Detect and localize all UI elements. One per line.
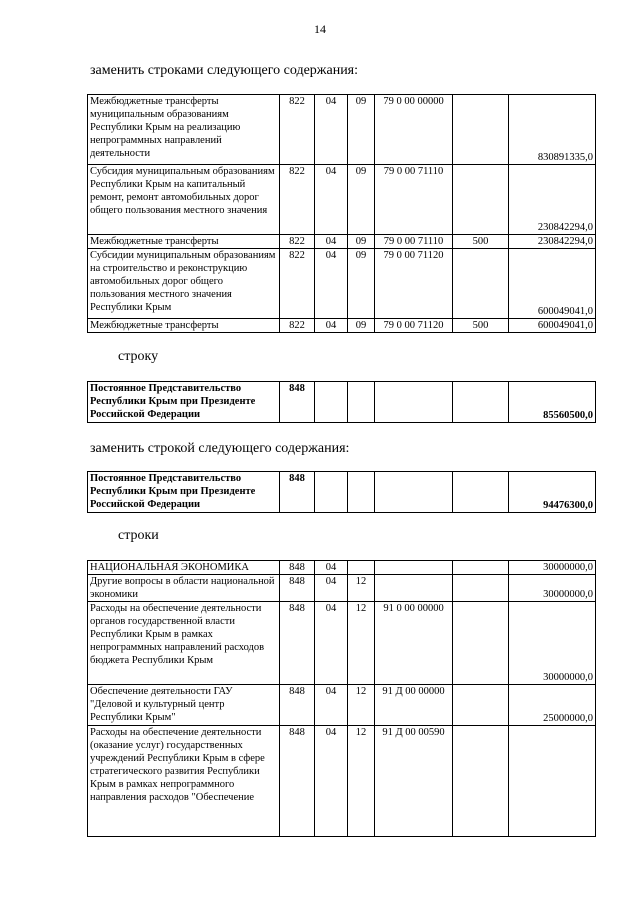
- row-amount: 230842294,0: [509, 165, 596, 235]
- table-row: [88, 249, 596, 319]
- row-amount: 85560500,0: [509, 382, 596, 423]
- row-expense-type: 500: [453, 235, 509, 249]
- empty-cell: [315, 382, 348, 423]
- row-name: Расходы на обеспечение деятельности (оказание услуг) государственных учреждений Республики Крым в сфере стратегического развития Республики Крым в рамках непрограммного направления расходов "Обеспечение: [88, 726, 280, 837]
- row-code: 822: [280, 249, 315, 319]
- row-subsection: 12: [348, 575, 375, 602]
- empty-cell: [315, 472, 348, 513]
- row-target-code: 91 Д 00 00000: [375, 685, 453, 726]
- row-expense-type: [453, 575, 509, 602]
- row-expense-type: [453, 685, 509, 726]
- row-amount: 30000000,0: [509, 575, 596, 602]
- row-expense-type: [453, 602, 509, 685]
- row-code: 848: [280, 575, 315, 602]
- row-section: 04: [315, 249, 348, 319]
- table-row: [88, 472, 596, 513]
- row-code: 848: [280, 726, 315, 837]
- row-name: Обеспечение деятельности ГАУ "Деловой и культурный центр Республики Крым": [88, 685, 280, 726]
- row-amount: [509, 726, 596, 837]
- row-code: 848: [280, 685, 315, 726]
- budget-table-3: [87, 471, 596, 513]
- row-target-code: 79 0 00 71120: [375, 319, 453, 333]
- row-amount: 600049041,0: [509, 249, 596, 319]
- row-target-code: 79 0 00 00000: [375, 95, 453, 165]
- empty-cell: [375, 382, 453, 423]
- row-target-code: 91 Д 00 00590: [375, 726, 453, 837]
- row-section: 04: [315, 575, 348, 602]
- row-name: Межбюджетные трансферты: [88, 319, 280, 333]
- paragraph-rows: строки: [118, 528, 159, 543]
- row-name: Субсидия муниципальным образованиям Республики Крым на капитальный ремонт, ремонт автомобильных дорог общего пользования местного значения: [88, 165, 280, 235]
- row-expense-type: [453, 561, 509, 575]
- table-row: [88, 95, 596, 165]
- row-section: 04: [315, 95, 348, 165]
- row-code: 848: [280, 602, 315, 685]
- table-row: [88, 165, 596, 235]
- row-code: 848: [280, 382, 315, 423]
- row-target-code: 91 0 00 00000: [375, 602, 453, 685]
- row-code: 848: [280, 561, 315, 575]
- row-amount: 94476300,0: [509, 472, 596, 513]
- row-name: Межбюджетные трансферты: [88, 235, 280, 249]
- row-subsection: 09: [348, 319, 375, 333]
- row-expense-type: [453, 249, 509, 319]
- table-row: [88, 319, 596, 333]
- page-number: 14: [314, 22, 326, 36]
- row-name: Постоянное Представительство Республики Крым при Президенте Российской Федерации: [88, 472, 280, 513]
- table-row: [88, 235, 596, 249]
- row-subsection: 12: [348, 726, 375, 837]
- row-section: 04: [315, 561, 348, 575]
- row-section: 04: [315, 319, 348, 333]
- row-name: Межбюджетные трансферты муниципальным образованиям Республики Крым на реализацию непрограммных направлений деятельности: [88, 95, 280, 165]
- row-amount: 30000000,0: [509, 561, 596, 575]
- row-name: Субсидии муниципальным образованиям на строительство и реконструкцию автомобильных дорог общего пользования местного значения Республики Крым: [88, 249, 280, 319]
- row-target-code: [375, 561, 453, 575]
- empty-cell: [453, 472, 509, 513]
- table-row: [88, 575, 596, 602]
- budget-table-1: [87, 94, 596, 333]
- row-section: 04: [315, 602, 348, 685]
- row-section: 04: [315, 165, 348, 235]
- row-amount: 600049041,0: [509, 319, 596, 333]
- row-name: Другие вопросы в области национальной экономики: [88, 575, 280, 602]
- empty-cell: [453, 382, 509, 423]
- table-row: [88, 685, 596, 726]
- table-row: [88, 602, 596, 685]
- row-section: 04: [315, 685, 348, 726]
- row-code: 822: [280, 235, 315, 249]
- row-target-code: [375, 575, 453, 602]
- row-name: Расходы на обеспечение деятельности органов государственной власти Республики Крым в рамках непрограммных направлений расходов бюджета Республики Крым: [88, 602, 280, 685]
- row-amount: 830891335,0: [509, 95, 596, 165]
- row-expense-type: 500: [453, 319, 509, 333]
- budget-table-4: [87, 560, 596, 837]
- row-subsection: 12: [348, 685, 375, 726]
- row-code: 822: [280, 95, 315, 165]
- row-code: 822: [280, 165, 315, 235]
- row-target-code: 79 0 00 71110: [375, 235, 453, 249]
- row-amount: 25000000,0: [509, 685, 596, 726]
- empty-cell: [375, 472, 453, 513]
- empty-cell: [348, 382, 375, 423]
- row-expense-type: [453, 95, 509, 165]
- paragraph-row: строку: [118, 349, 159, 364]
- row-section: 04: [315, 235, 348, 249]
- row-amount: 230842294,0: [509, 235, 596, 249]
- table-row: [88, 382, 596, 423]
- row-amount: 30000000,0: [509, 602, 596, 685]
- row-name: НАЦИОНАЛЬНАЯ ЭКОНОМИКА: [88, 561, 280, 575]
- row-subsection: 09: [348, 95, 375, 165]
- row-code: 848: [280, 472, 315, 513]
- row-expense-type: [453, 165, 509, 235]
- row-subsection: 09: [348, 165, 375, 235]
- paragraph-replace-rows: заменить строками следующего содержания:: [90, 63, 359, 78]
- row-target-code: 79 0 00 71110: [375, 165, 453, 235]
- row-subsection: 12: [348, 602, 375, 685]
- paragraph-replace-row: заменить строкой следующего содержания:: [90, 441, 350, 456]
- row-subsection: 09: [348, 235, 375, 249]
- row-code: 822: [280, 319, 315, 333]
- row-expense-type: [453, 726, 509, 837]
- row-section: 04: [315, 726, 348, 837]
- row-target-code: 79 0 00 71120: [375, 249, 453, 319]
- budget-table-2: [87, 381, 596, 423]
- table-row: [88, 561, 596, 575]
- row-name: Постоянное Представительство Республики Крым при Президенте Российской Федерации: [88, 382, 280, 423]
- empty-cell: [348, 472, 375, 513]
- table-row: [88, 726, 596, 837]
- row-subsection: 09: [348, 249, 375, 319]
- row-subsection: [348, 561, 375, 575]
